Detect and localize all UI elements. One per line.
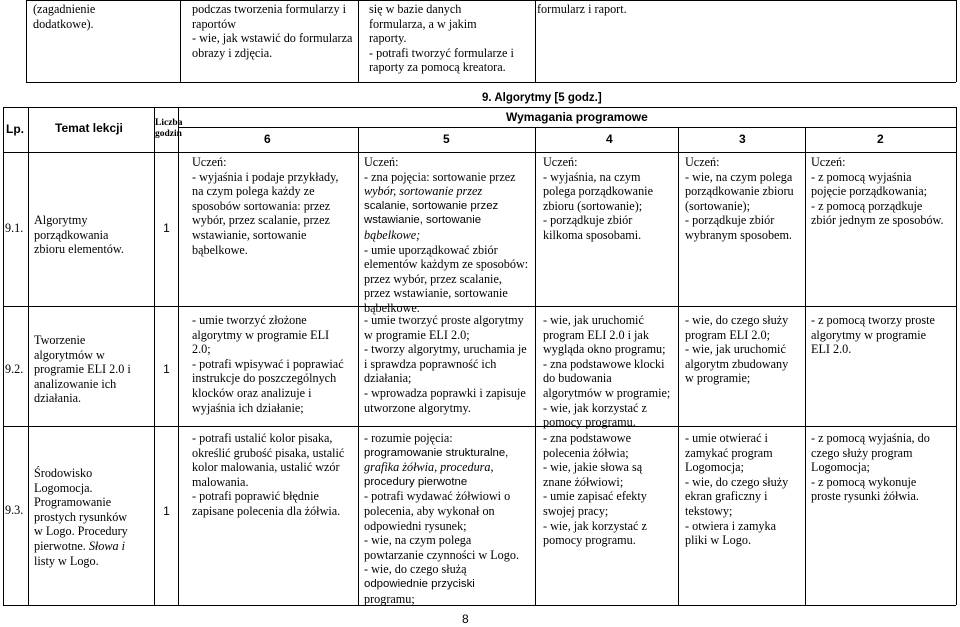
text-line: na czym polega każdy ze <box>192 184 315 199</box>
row-9-1-lp: 9.1. <box>5 221 24 235</box>
text-line: instrukcje do poszczególnych <box>192 371 337 386</box>
text-line: pomocy programu. <box>543 533 636 548</box>
text-line: program ELI 2.0 i jak <box>543 327 649 342</box>
text-line: - z pomocą tworzy proste <box>811 313 935 327</box>
row-9-1-topic <box>34 213 124 257</box>
text-line: - z pomocą wyjaśnia <box>811 169 912 184</box>
text-line: - zna podstawowe <box>543 431 631 445</box>
text-line: działania. <box>34 391 82 406</box>
text-line: wybranym sposobem. <box>685 227 792 242</box>
page-number: 8 <box>462 612 469 626</box>
header-lp: Lp. <box>6 122 24 136</box>
text-line: - wie, jak uruchomić <box>685 342 786 357</box>
text-line: algorytmów w <box>34 347 105 362</box>
text-line: czego służy program <box>811 445 913 460</box>
text-line: w programie ELI 2.0; <box>364 327 470 342</box>
text-line: Algorytmy <box>34 213 88 227</box>
text-line: Logomocja; <box>685 460 744 475</box>
text-line: klocków oraz analizuje i <box>192 385 312 400</box>
row-9-1-level-6 <box>192 155 338 257</box>
text-line: Logomocja. <box>34 480 93 495</box>
text-line: - wie, jak wstawić do formularza <box>192 31 353 46</box>
text-line: - umie tworzyć proste algorytmy <box>364 313 524 327</box>
text-line: - potrafi tworzyć formularze i <box>369 45 514 60</box>
row-9-3-level-6 <box>192 431 344 519</box>
text-line: się w bazie danych <box>369 2 462 16</box>
row-9-3-level-5 <box>364 431 519 606</box>
text-line: określić grubość pisaka, ustalić <box>192 445 345 460</box>
row-9-3-level-3 <box>685 431 788 548</box>
text-line: wstawianie, sortowanie <box>192 227 307 242</box>
text-line: Liczba <box>155 118 183 128</box>
text-line: formularz i raport. <box>537 2 627 16</box>
text-line: - zna podstawowe klocki <box>543 356 665 371</box>
text-line: odpowiednie przyciski <box>364 577 475 590</box>
row-9-2-level-4 <box>543 313 670 430</box>
row-9-2-topic <box>34 333 131 406</box>
text-line: porządkowania <box>34 227 109 242</box>
row-9-3-lp: 9.3. <box>5 503 24 517</box>
text-line: analizowanie ich <box>34 376 117 391</box>
text-line: programowanie strukturalne, <box>364 446 509 459</box>
text-line: i sprawdza poprawność ich <box>364 356 497 371</box>
text-line: program ELI 2.0; <box>685 327 770 342</box>
row-9-3-level-4 <box>543 431 647 548</box>
text-line: - zna pojęcia: sortowanie przez <box>364 169 516 184</box>
text-line: wygląda okno programu; <box>543 342 666 357</box>
row-9-2-level-3 <box>685 313 788 386</box>
text-line: przez wstawianie, sortowanie <box>364 286 508 301</box>
text-line: wstawianie, sortowanie <box>364 214 482 227</box>
text-line: dodatkowe). <box>33 16 94 31</box>
text-line: w Logo. Procedury <box>34 524 128 539</box>
text-line: odpowiedni rysunek; <box>364 518 467 533</box>
level-4: 4 <box>606 132 613 146</box>
text-line: Środowisko <box>34 466 93 480</box>
row-9-1-level-2 <box>811 155 944 228</box>
level-5: 5 <box>443 132 450 146</box>
text-line: zapisane polecenia dla żółwia. <box>192 503 341 518</box>
text-line: w programie; <box>685 371 751 386</box>
text-line: programie ELI 2.0 i <box>34 362 131 377</box>
text-line: - potrafi ustalić kolor pisaka, <box>192 431 333 445</box>
header-hours <box>155 118 183 140</box>
text-line: - wyjaśnia, na czym <box>543 169 641 184</box>
text-line: raporty za pomocą kreatora. <box>369 60 506 75</box>
text-line: znane żółwiowi; <box>543 474 624 489</box>
text-line: - porządkuje zbiór <box>543 213 633 228</box>
text-line: - umie uporządkować zbiór <box>364 242 498 257</box>
text-line: elementów każdym ze sposobów: <box>364 257 529 272</box>
row-9-1-level-5 <box>364 155 528 316</box>
text-line: obrazy i zdjęcia. <box>192 45 273 60</box>
text-line: - wie, jak uruchomić <box>543 313 644 327</box>
text-line: - umie tworzyć złożone <box>192 313 307 327</box>
text-line: algorytmy w programie <box>811 327 927 342</box>
text-line: - rozumie pojęcia: <box>364 431 453 445</box>
text-line: swojej pracy; <box>543 503 609 518</box>
header-requirements: Wymagania programowe <box>506 110 648 124</box>
text-line: przez wybór, przez scalanie, <box>364 271 502 286</box>
text-line: polega porządkowanie <box>543 184 653 199</box>
text-line: - wie, jak korzystać z <box>543 400 647 415</box>
level-3: 3 <box>739 132 746 146</box>
text-line: sposobów sortowania: przez <box>192 198 331 213</box>
text-line: - potrafi wpisywać i poprawiać <box>192 356 344 371</box>
text-line: Logomocja; <box>811 460 870 475</box>
text-line: - potrafi wydawać żółwiowi o <box>364 489 511 504</box>
text-line: Uczeń: <box>192 155 227 169</box>
top-row-col5 <box>537 2 627 17</box>
row-9-2-level-2 <box>811 313 935 357</box>
text-line: działania; <box>364 371 412 386</box>
top-row-col4 <box>369 2 514 75</box>
text-line <box>34 539 128 554</box>
text-line: programu; <box>364 591 415 606</box>
text-line: algorytm zbudowany <box>685 356 789 371</box>
text-line: powtarzanie czynności w Logo. <box>364 547 519 562</box>
header-topic: Temat lekcji <box>55 121 123 135</box>
row-9-2-lp: 9.2. <box>5 362 24 376</box>
level-2: 2 <box>877 132 884 146</box>
text-line: pojęcie porządkowania; <box>811 184 928 199</box>
text-line: kilkoma sposobami. <box>543 227 642 242</box>
row-9-1-level-3 <box>685 155 794 243</box>
text-line: - z pomocą wyjaśnia, do <box>811 431 930 445</box>
row-9-3-level-2 <box>811 431 930 504</box>
topic-fragment: pierwotne. <box>34 538 86 553</box>
text-line: - wie, do czego służy <box>685 313 789 327</box>
level-6: 6 <box>264 132 271 146</box>
text-line: zbioru elementów. <box>34 242 124 257</box>
text-line: scalanie, sortowanie przez <box>364 199 499 212</box>
row-9-2-level-6 <box>192 313 344 415</box>
text-line: bąbelkowe. <box>192 242 248 257</box>
text-line: malowania. <box>192 474 249 489</box>
text-line: - porządkuje zbiór <box>685 213 775 228</box>
text-line: wybór, sortowanie przez <box>364 184 483 199</box>
text-line: prostych rysunków <box>34 509 128 524</box>
top-row-col3 <box>192 2 352 60</box>
text-line: do budowania <box>543 371 612 386</box>
text-line: - tworzy algorytmy, uruchamia je <box>364 342 527 357</box>
text-line: Uczeń: <box>364 155 399 169</box>
text-line: zbioru (sortowanie); <box>543 198 643 213</box>
text-line: porządkowanie zbioru <box>685 184 794 199</box>
text-line: - wie, jakie słowa są <box>543 460 643 475</box>
row-9-2-level-5 <box>364 313 527 415</box>
text-line: Tworzenie <box>34 333 86 347</box>
text-line: polecenia żółwia; <box>543 445 629 460</box>
text-line: - umie zapisać efekty <box>543 489 647 504</box>
text-line: ELI 2.0. <box>811 342 852 357</box>
text-line: algorytmów w programie; <box>543 385 671 400</box>
text-line: - wyjaśnia i podaje przykłady, <box>192 169 339 184</box>
text-line: Uczeń: <box>543 155 578 169</box>
text-line: (sortowanie); <box>685 198 750 213</box>
text-line: Uczeń: <box>685 155 720 169</box>
text-line: (zagadnienie <box>33 2 96 16</box>
text-line: pliki w Logo. <box>685 533 752 548</box>
row-9-1-hours: 1 <box>163 221 170 235</box>
text-line: polecenia, aby wykonał on <box>364 503 495 518</box>
text-line: formularza, a w jakim <box>369 16 477 31</box>
row-9-3-hours: 1 <box>163 504 170 518</box>
text-line: - wie, jak korzystać z <box>543 518 647 533</box>
text-line: - wprowadza poprawki i zapisuje <box>364 385 526 400</box>
text-line: - z pomocą porządkuje <box>811 198 923 213</box>
text-line: bąbelkowe; <box>364 227 421 242</box>
text-line: - umie otwierać i <box>685 431 768 445</box>
text-line: zbiór jednym ze sposobów. <box>811 213 944 228</box>
text-line: godzin <box>155 129 182 139</box>
text-line: procedury pierwotne <box>364 475 468 488</box>
text-line: Programowanie <box>34 495 112 510</box>
text-line: listy w Logo. <box>34 553 99 568</box>
text-line: tekstowy; <box>685 503 733 518</box>
text-line: utworzone algorytmy. <box>364 400 471 415</box>
text-line: - z pomocą wykonuje <box>811 474 917 489</box>
text-line: - potrafi poprawić błędnie <box>192 489 319 504</box>
text-line: zamykać program <box>685 445 773 460</box>
top-row-col1 <box>33 2 95 31</box>
text-line: ekran graficzny i <box>685 489 768 504</box>
text-line: kolor malowania, ustalić wzór <box>192 460 340 475</box>
text-line: - wie, na czym polega <box>685 169 793 184</box>
text-line: proste rysunki żółwia. <box>811 489 919 504</box>
topic-fragment: Słowa i <box>88 538 126 553</box>
text-line: grafika żółwia, procedura, <box>364 460 494 475</box>
text-line: - wie, do czego służy <box>685 474 789 489</box>
row-9-3-topic <box>34 466 128 568</box>
text-line: wybór, przez scalanie, przez <box>192 213 330 228</box>
row-9-2-hours: 1 <box>163 362 170 376</box>
text-line: algorytmy w programie ELI <box>192 327 330 342</box>
row-9-1-level-4 <box>543 155 653 243</box>
text-line: raportów <box>192 16 236 31</box>
text-line: pomocy programu. <box>543 415 636 430</box>
text-line: bąbelkowe. <box>364 300 420 315</box>
section-title: 9. Algorytmy [5 godz.] <box>482 92 602 104</box>
text-line: - wie, do czego służą <box>364 562 467 577</box>
text-line: wyjaśnia ich działanie; <box>192 400 304 415</box>
text-line: 2.0; <box>192 342 211 357</box>
text-line: - otwiera i zamyka <box>685 518 777 533</box>
text-line: Uczeń: <box>811 155 846 169</box>
text-line: - wie, na czym polega <box>364 533 472 548</box>
text-line: podczas tworzenia formularzy i <box>192 2 346 16</box>
text-line: raporty. <box>369 31 407 46</box>
